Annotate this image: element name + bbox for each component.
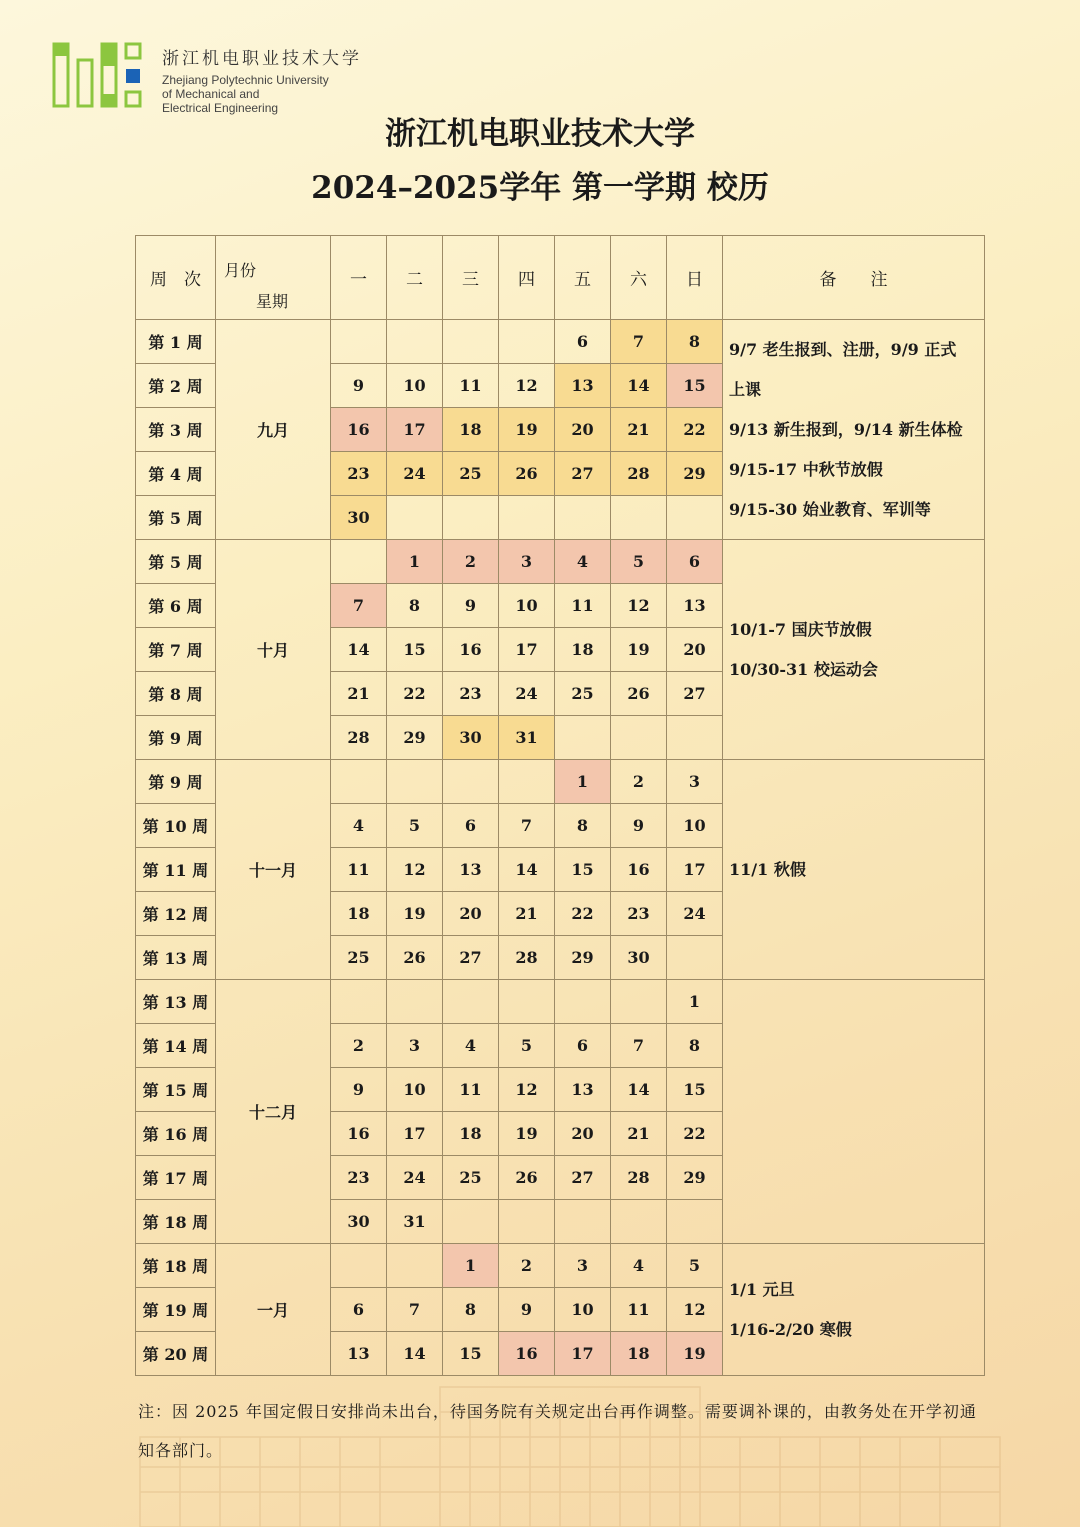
day-cell	[443, 496, 499, 540]
day-cell: 3	[555, 1244, 611, 1288]
day-cell: 7	[499, 804, 555, 848]
month-weekday-corner-header	[216, 236, 331, 320]
day-cell	[499, 1200, 555, 1244]
week-label: 第 16 周	[136, 1112, 216, 1156]
day-cell: 16	[331, 408, 387, 452]
day-cell: 6	[555, 320, 611, 364]
logo-emblem-icon	[52, 42, 144, 108]
day-cell: 22	[555, 892, 611, 936]
week-label: 第 9 周	[136, 716, 216, 760]
week-label: 第 17 周	[136, 1156, 216, 1200]
day-cell: 3	[387, 1024, 443, 1068]
day-cell: 30	[331, 496, 387, 540]
day-cell: 16	[611, 848, 667, 892]
week-label: 第 18 周	[136, 1244, 216, 1288]
day-cell: 15	[555, 848, 611, 892]
day-cell	[499, 496, 555, 540]
week-label: 第 14 周	[136, 1024, 216, 1068]
day-cell: 29	[667, 1156, 723, 1200]
day-cell: 9	[611, 804, 667, 848]
week-label: 第 5 周	[136, 540, 216, 584]
day-cell: 28	[611, 1156, 667, 1200]
month-notes	[723, 1244, 985, 1376]
day-cell: 20	[443, 892, 499, 936]
month-label: 十一月	[216, 760, 331, 980]
weekday-header: 二	[387, 236, 443, 320]
day-cell: 14	[499, 848, 555, 892]
day-cell: 10	[499, 584, 555, 628]
day-cell: 8	[387, 584, 443, 628]
day-cell: 29	[555, 936, 611, 980]
day-cell: 24	[499, 672, 555, 716]
day-cell: 6	[555, 1024, 611, 1068]
day-cell: 18	[443, 408, 499, 452]
weekday-header: 六	[611, 236, 667, 320]
day-cell	[611, 716, 667, 760]
day-cell: 7	[611, 320, 667, 364]
day-cell: 14	[387, 1332, 443, 1376]
day-cell: 20	[555, 1112, 611, 1156]
day-cell: 5	[499, 1024, 555, 1068]
day-cell: 12	[387, 848, 443, 892]
day-cell: 10	[387, 364, 443, 408]
day-cell	[611, 980, 667, 1024]
day-cell: 9	[331, 1068, 387, 1112]
day-cell	[387, 980, 443, 1024]
weekday-header: 日	[667, 236, 723, 320]
day-cell: 18	[555, 628, 611, 672]
day-cell	[667, 496, 723, 540]
day-cell: 29	[387, 716, 443, 760]
day-cell: 6	[331, 1288, 387, 1332]
weekday-header: 五	[555, 236, 611, 320]
note-line: 10/30-31 校运动会	[729, 659, 878, 679]
university-logo	[52, 42, 372, 114]
day-cell: 25	[443, 452, 499, 496]
day-cell: 10	[667, 804, 723, 848]
day-cell: 21	[331, 672, 387, 716]
week-label: 第 15 周	[136, 1068, 216, 1112]
day-cell: 5	[611, 540, 667, 584]
day-cell	[331, 760, 387, 804]
day-cell: 13	[667, 584, 723, 628]
day-cell: 23	[331, 1156, 387, 1200]
day-cell: 9	[443, 584, 499, 628]
day-cell: 30	[611, 936, 667, 980]
day-cell	[443, 320, 499, 364]
day-cell: 11	[443, 364, 499, 408]
week-column-header: 周 次	[136, 236, 216, 320]
day-cell: 16	[331, 1112, 387, 1156]
weekday-header: 一	[331, 236, 387, 320]
day-cell	[611, 496, 667, 540]
day-cell: 22	[667, 1112, 723, 1156]
logo-name-en-2: of Mechanical and	[162, 87, 260, 101]
day-cell: 15	[667, 364, 723, 408]
day-cell: 19	[667, 1332, 723, 1376]
day-cell: 17	[555, 1332, 611, 1376]
day-cell: 14	[331, 628, 387, 672]
week-label: 第 8 周	[136, 672, 216, 716]
notes-column-header: 备 注	[723, 236, 985, 320]
day-cell: 11	[555, 584, 611, 628]
day-cell: 17	[499, 628, 555, 672]
day-cell: 18	[443, 1112, 499, 1156]
note-line: 9/13 新生报到，9/14 新生体检	[729, 419, 963, 439]
day-cell: 17	[387, 1112, 443, 1156]
calendar-week-row	[136, 760, 985, 804]
day-cell: 19	[387, 892, 443, 936]
day-cell	[443, 1200, 499, 1244]
day-cell: 23	[331, 452, 387, 496]
day-cell: 11	[443, 1068, 499, 1112]
day-cell	[387, 1244, 443, 1288]
day-cell: 26	[499, 452, 555, 496]
month-notes	[723, 540, 985, 760]
table-header-row	[136, 236, 985, 320]
day-cell: 26	[387, 936, 443, 980]
day-cell	[331, 540, 387, 584]
day-cell: 3	[667, 760, 723, 804]
week-label: 第 3 周	[136, 408, 216, 452]
calendar-week-row	[136, 320, 985, 364]
week-label: 第 9 周	[136, 760, 216, 804]
note-line: 上课	[729, 379, 762, 399]
day-cell: 30	[443, 716, 499, 760]
logo-name-en-3: Electrical Engineering	[162, 101, 279, 115]
week-label: 第 19 周	[136, 1288, 216, 1332]
day-cell: 18	[611, 1332, 667, 1376]
day-cell: 4	[443, 1024, 499, 1068]
day-cell: 31	[387, 1200, 443, 1244]
weekday-header: 三	[443, 236, 499, 320]
day-cell: 16	[443, 628, 499, 672]
day-cell: 8	[555, 804, 611, 848]
day-cell: 10	[387, 1068, 443, 1112]
day-cell: 31	[499, 716, 555, 760]
day-cell: 19	[499, 408, 555, 452]
day-cell	[499, 760, 555, 804]
day-cell: 8	[667, 1024, 723, 1068]
day-cell: 26	[611, 672, 667, 716]
day-cell: 13	[555, 1068, 611, 1112]
week-label: 第 12 周	[136, 892, 216, 936]
calendar-week-row	[136, 980, 985, 1024]
day-cell: 12	[667, 1288, 723, 1332]
day-cell: 5	[387, 804, 443, 848]
day-cell: 12	[611, 584, 667, 628]
day-cell	[387, 496, 443, 540]
day-cell: 9	[499, 1288, 555, 1332]
day-cell	[667, 936, 723, 980]
week-label: 第 2 周	[136, 364, 216, 408]
week-label: 第 11 周	[136, 848, 216, 892]
day-cell	[499, 320, 555, 364]
day-cell: 4	[611, 1244, 667, 1288]
day-cell: 24	[667, 892, 723, 936]
page-title: 浙江机电职业技术大学	[385, 116, 695, 152]
day-cell: 17	[667, 848, 723, 892]
page-subtitle: 2024–2025学年 第一学期 校历	[311, 170, 769, 206]
day-cell: 27	[443, 936, 499, 980]
day-cell: 24	[387, 452, 443, 496]
day-cell: 13	[555, 364, 611, 408]
day-cell: 20	[667, 628, 723, 672]
campus-building-watermark-icon	[120, 1367, 1020, 1527]
day-cell: 21	[611, 408, 667, 452]
day-cell: 7	[611, 1024, 667, 1068]
note-line: 11/1 秋假	[729, 859, 806, 879]
day-cell: 6	[667, 540, 723, 584]
weekday-header-label: 星期	[256, 292, 289, 311]
day-cell	[555, 980, 611, 1024]
day-cell: 28	[499, 936, 555, 980]
day-cell: 28	[611, 452, 667, 496]
day-cell	[555, 716, 611, 760]
day-cell: 13	[331, 1332, 387, 1376]
day-cell	[555, 496, 611, 540]
day-cell: 22	[667, 408, 723, 452]
day-cell: 21	[611, 1112, 667, 1156]
day-cell: 2	[331, 1024, 387, 1068]
day-cell: 28	[331, 716, 387, 760]
day-cell: 9	[331, 364, 387, 408]
day-cell	[499, 980, 555, 1024]
day-cell: 6	[443, 804, 499, 848]
day-cell: 15	[667, 1068, 723, 1112]
day-cell: 12	[499, 1068, 555, 1112]
day-cell: 1	[387, 540, 443, 584]
month-label: 九月	[216, 320, 331, 540]
day-cell	[331, 980, 387, 1024]
day-cell: 1	[443, 1244, 499, 1288]
week-label: 第 1 周	[136, 320, 216, 364]
day-cell: 7	[331, 584, 387, 628]
day-cell: 19	[499, 1112, 555, 1156]
note-line: 9/15-17 中秋节放假	[729, 459, 883, 479]
month-header-label: 月份	[224, 261, 257, 280]
week-label: 第 10 周	[136, 804, 216, 848]
day-cell: 24	[387, 1156, 443, 1200]
day-cell: 11	[611, 1288, 667, 1332]
day-cell: 11	[331, 848, 387, 892]
logo-name-en-1: Zhejiang Polytechnic University	[162, 73, 329, 87]
month-label: 十月	[216, 540, 331, 760]
day-cell: 2	[499, 1244, 555, 1288]
day-cell	[331, 1244, 387, 1288]
week-label: 第 13 周	[136, 936, 216, 980]
logo-name-cn: 浙江机电职业技术大学	[162, 49, 362, 69]
day-cell: 4	[331, 804, 387, 848]
day-cell: 17	[387, 408, 443, 452]
week-label: 第 20 周	[136, 1332, 216, 1376]
day-cell: 23	[443, 672, 499, 716]
day-cell: 26	[499, 1156, 555, 1200]
day-cell: 14	[611, 364, 667, 408]
day-cell: 18	[331, 892, 387, 936]
day-cell	[555, 1200, 611, 1244]
day-cell	[331, 320, 387, 364]
day-cell	[387, 760, 443, 804]
day-cell	[443, 980, 499, 1024]
day-cell: 15	[387, 628, 443, 672]
day-cell	[611, 1200, 667, 1244]
day-cell: 8	[667, 320, 723, 364]
day-cell: 20	[555, 408, 611, 452]
month-notes	[723, 320, 985, 540]
week-label: 第 13 周	[136, 980, 216, 1024]
day-cell: 4	[555, 540, 611, 584]
month-label: 一月	[216, 1244, 331, 1376]
day-cell: 14	[611, 1068, 667, 1112]
school-calendar-table	[135, 235, 985, 1376]
day-cell	[387, 320, 443, 364]
day-cell: 16	[499, 1332, 555, 1376]
day-cell: 29	[667, 452, 723, 496]
day-cell: 27	[555, 452, 611, 496]
day-cell: 22	[387, 672, 443, 716]
day-cell: 2	[443, 540, 499, 584]
month-notes	[723, 980, 985, 1244]
footnote: 注：因 2025 年国定假日安排尚未出台，待国务院有关规定出台再作调整。需要调补课的，由教务处在开学初通知各部门。	[138, 1402, 977, 1460]
day-cell: 1	[555, 760, 611, 804]
day-cell: 15	[443, 1332, 499, 1376]
day-cell	[443, 760, 499, 804]
week-label: 第 6 周	[136, 584, 216, 628]
month-notes	[723, 760, 985, 980]
week-label: 第 7 周	[136, 628, 216, 672]
note-line: 1/1 元旦	[729, 1279, 795, 1299]
week-label: 第 18 周	[136, 1200, 216, 1244]
day-cell: 21	[499, 892, 555, 936]
day-cell	[667, 716, 723, 760]
day-cell: 25	[331, 936, 387, 980]
note-line: 9/7 老生报到、注册，9/9 正式	[729, 339, 957, 359]
day-cell: 23	[611, 892, 667, 936]
month-label: 十二月	[216, 980, 331, 1244]
day-cell: 25	[555, 672, 611, 716]
day-cell: 27	[667, 672, 723, 716]
note-line: 1/16-2/20 寒假	[729, 1319, 852, 1339]
day-cell: 3	[499, 540, 555, 584]
day-cell: 10	[555, 1288, 611, 1332]
week-label: 第 4 周	[136, 452, 216, 496]
note-line: 10/1-7 国庆节放假	[729, 619, 872, 639]
note-line: 9/15-30 始业教育、军训等	[729, 499, 931, 519]
day-cell: 30	[331, 1200, 387, 1244]
day-cell: 25	[443, 1156, 499, 1200]
calendar-week-row	[136, 540, 985, 584]
day-cell: 13	[443, 848, 499, 892]
day-cell: 2	[611, 760, 667, 804]
day-cell: 8	[443, 1288, 499, 1332]
day-cell: 27	[555, 1156, 611, 1200]
day-cell	[667, 1200, 723, 1244]
day-cell: 5	[667, 1244, 723, 1288]
calendar-week-row	[136, 1244, 985, 1288]
day-cell: 7	[387, 1288, 443, 1332]
day-cell: 1	[667, 980, 723, 1024]
weekday-header: 四	[499, 236, 555, 320]
week-label: 第 5 周	[136, 496, 216, 540]
day-cell: 12	[499, 364, 555, 408]
day-cell: 19	[611, 628, 667, 672]
